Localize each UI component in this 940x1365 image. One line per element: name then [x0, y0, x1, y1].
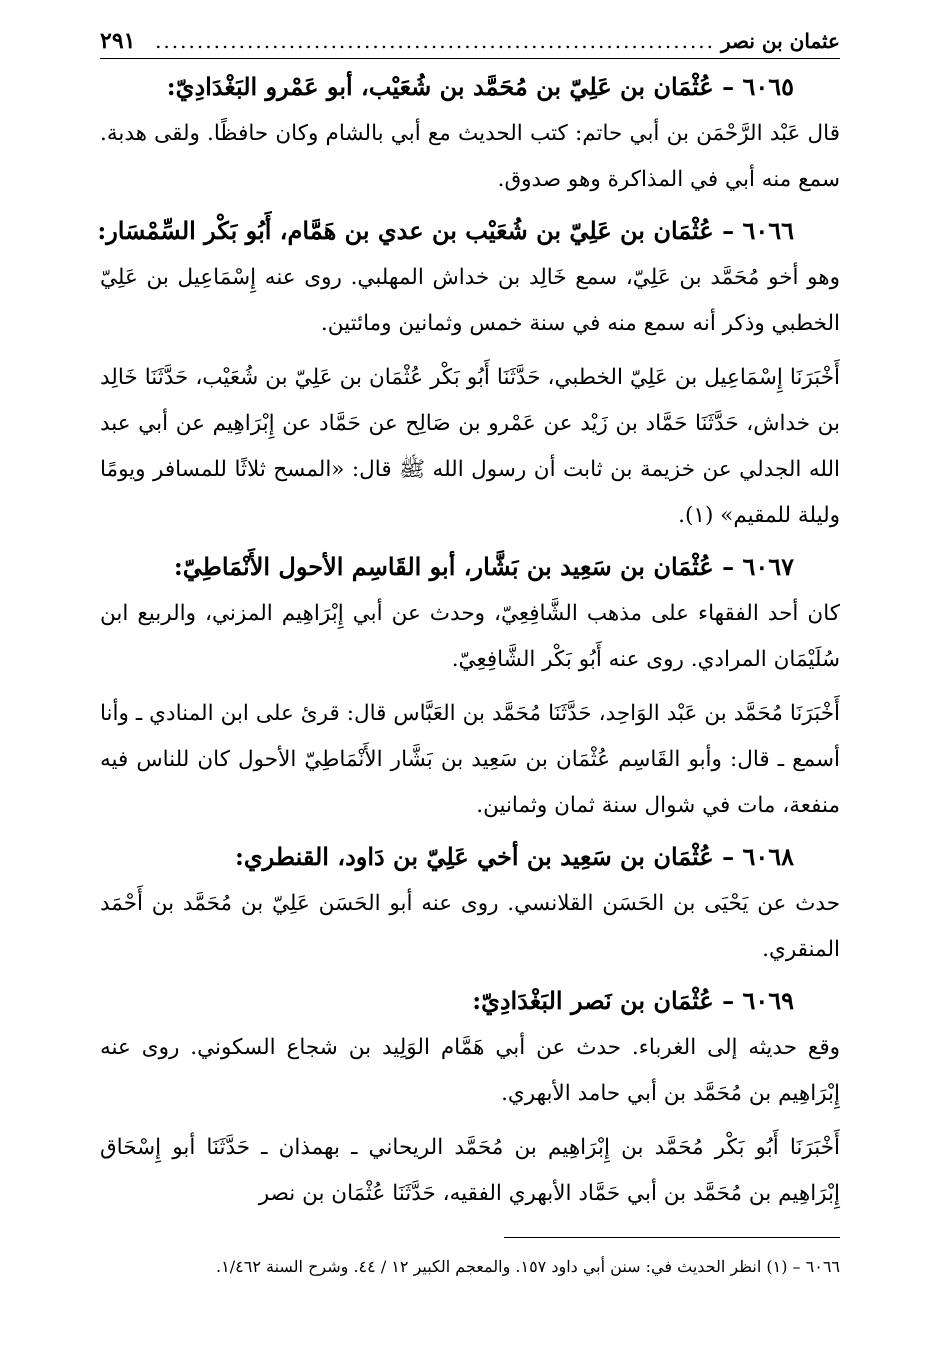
book-page: [97, 26, 840, 1225]
entry-paragraph: حدث عن يَحْيَى بن الحَسَن القلانسي. روى عنه أبو الحَسَن عَلِيّ بن مُحَمَّد بن أَحْمَد المنقري.: [100, 891, 840, 962]
entry-heading-6069: ٦٠٦٩ – عُثْمَان بن نَصر البَغْدَادِيّ:: [472, 986, 794, 1015]
running-header: [100, 26, 840, 59]
entry-heading-6066: ٦٠٦٦ – عُثْمَان بن عَلِيّ بن شُعَيْب بن عدي بن هَمَّام، أَبُو بَكْر السِّمْسَار:: [97, 216, 794, 245]
page-number: ٢٩١: [100, 28, 136, 54]
entry-paragraph: وهو أخو مُحَمَّد بن عَلِيّ، سمع خَالِد بن خداش المهلبي. روى عنه إِسْمَاعِيل بن عَلِيّ الخطبي وذكر أنه سمع منه في سنة خمس وثمانين ومائتين.: [100, 265, 840, 336]
entry-heading-6067: ٦٠٦٧ – عُثْمَان بن سَعِيد بن بَشَّار، أبو القَاسِم الأحول الأَنْمَاطِيّ:: [173, 552, 794, 581]
entry-heading-6068: ٦٠٦٨ – عُثْمَان بن سَعِيد بن أخي عَلِيّ بن دَاود، القنطري:: [235, 842, 794, 871]
entry-paragraph: أَخْبَرَنَا مُحَمَّد بن عَبْد الوَاحِد، حَدَّثَنَا مُحَمَّد بن العَبَّاس قال: قرئ على ابن المنادي ـ وأنا أسمع ـ قال: وأبو القَاسِم عُثْمَان بن سَعِيد بن بَشَّار الأَنْمَاطِيّ الأحول كان للناس فيه منفعة، مات في شوال سنة ثمان وثمانين.: [100, 701, 840, 818]
footnote: ٦٠٦٦ – (١) انظر الحديث في: سنن أبي داود ١٥٧. والمعجم الكبير ١٢ / ٤٤. وشرح السنة ١/٤٦٢.: [216, 1257, 840, 1276]
entry-paragraph: قال عَبْد الرَّحْمَن بن أبي حاتم: كتب الحديث مع أبي بالشام وكان حافظًا. ولقى هدبة. سمع منه أبي في المذاكرة وهو صدوق.: [100, 121, 840, 192]
entry-paragraph: وقع حديثه إلى الغرباء. حدث عن أبي هَمَّام الوَلِيد بن شجاع السكوني. روى عنه إِبْرَاهِيم بن مُحَمَّد بن أبي حامد الأبهري.: [100, 1035, 840, 1106]
entry-heading-6065: ٦٠٦٥ – عُثْمَان بن عَلِيّ بن مُحَمَّد بن شُعَيْب، أبو عَمْرو البَغْدَادِيّ:: [166, 72, 794, 101]
leader-dots: ...................................................................: [155, 29, 716, 53]
entry-paragraph: كان أحد الفقهاء على مذهب الشَّافِعِيّ، وحدث عن أبي إِبْرَاهِيم المزني، والربيع ابن سُلَيْمَان المرادي. روى عنه أَبُو بَكْر الشَّافِعِيّ.: [100, 601, 840, 672]
running-header-title: عثمان بن نصر: [721, 29, 840, 53]
entry-paragraph: أَخْبَرَنَا إِسْمَاعِيل بن عَلِيّ الخطبي، حَدَّثَنَا أَبُو بَكْر عُثْمَان بن عَلِيّ بن شُعَيْب، حَدَّثَنَا خَالِد بن خداش، حَدَّثَنَا حَمَّاد بن زَيْد عن عَمْرو بن صَالِح عن حَمَّاد عن إِبْرَاهِيم عن أبي عبد الله الجدلي عن خزيمة بن ثابت أن رسول الله ﷺ قال: «المسح ثلاثًا للمسافر ويومًا وليلة للمقيم» (١).: [100, 365, 840, 528]
footnote-divider: [504, 1237, 840, 1238]
entry-paragraph: أَخْبَرَنَا أَبُو بَكْر مُحَمَّد بن إِبْرَاهِيم بن مُحَمَّد الريحاني ـ بهمذان ـ حَدَّثَنَا أبو إِسْحَاق إِبْرَاهِيم بن مُحَمَّد بن أبي حَمَّاد الأبهري الفقيه، حَدَّثَنَا عُثْمَان بن نصر: [100, 1135, 840, 1206]
